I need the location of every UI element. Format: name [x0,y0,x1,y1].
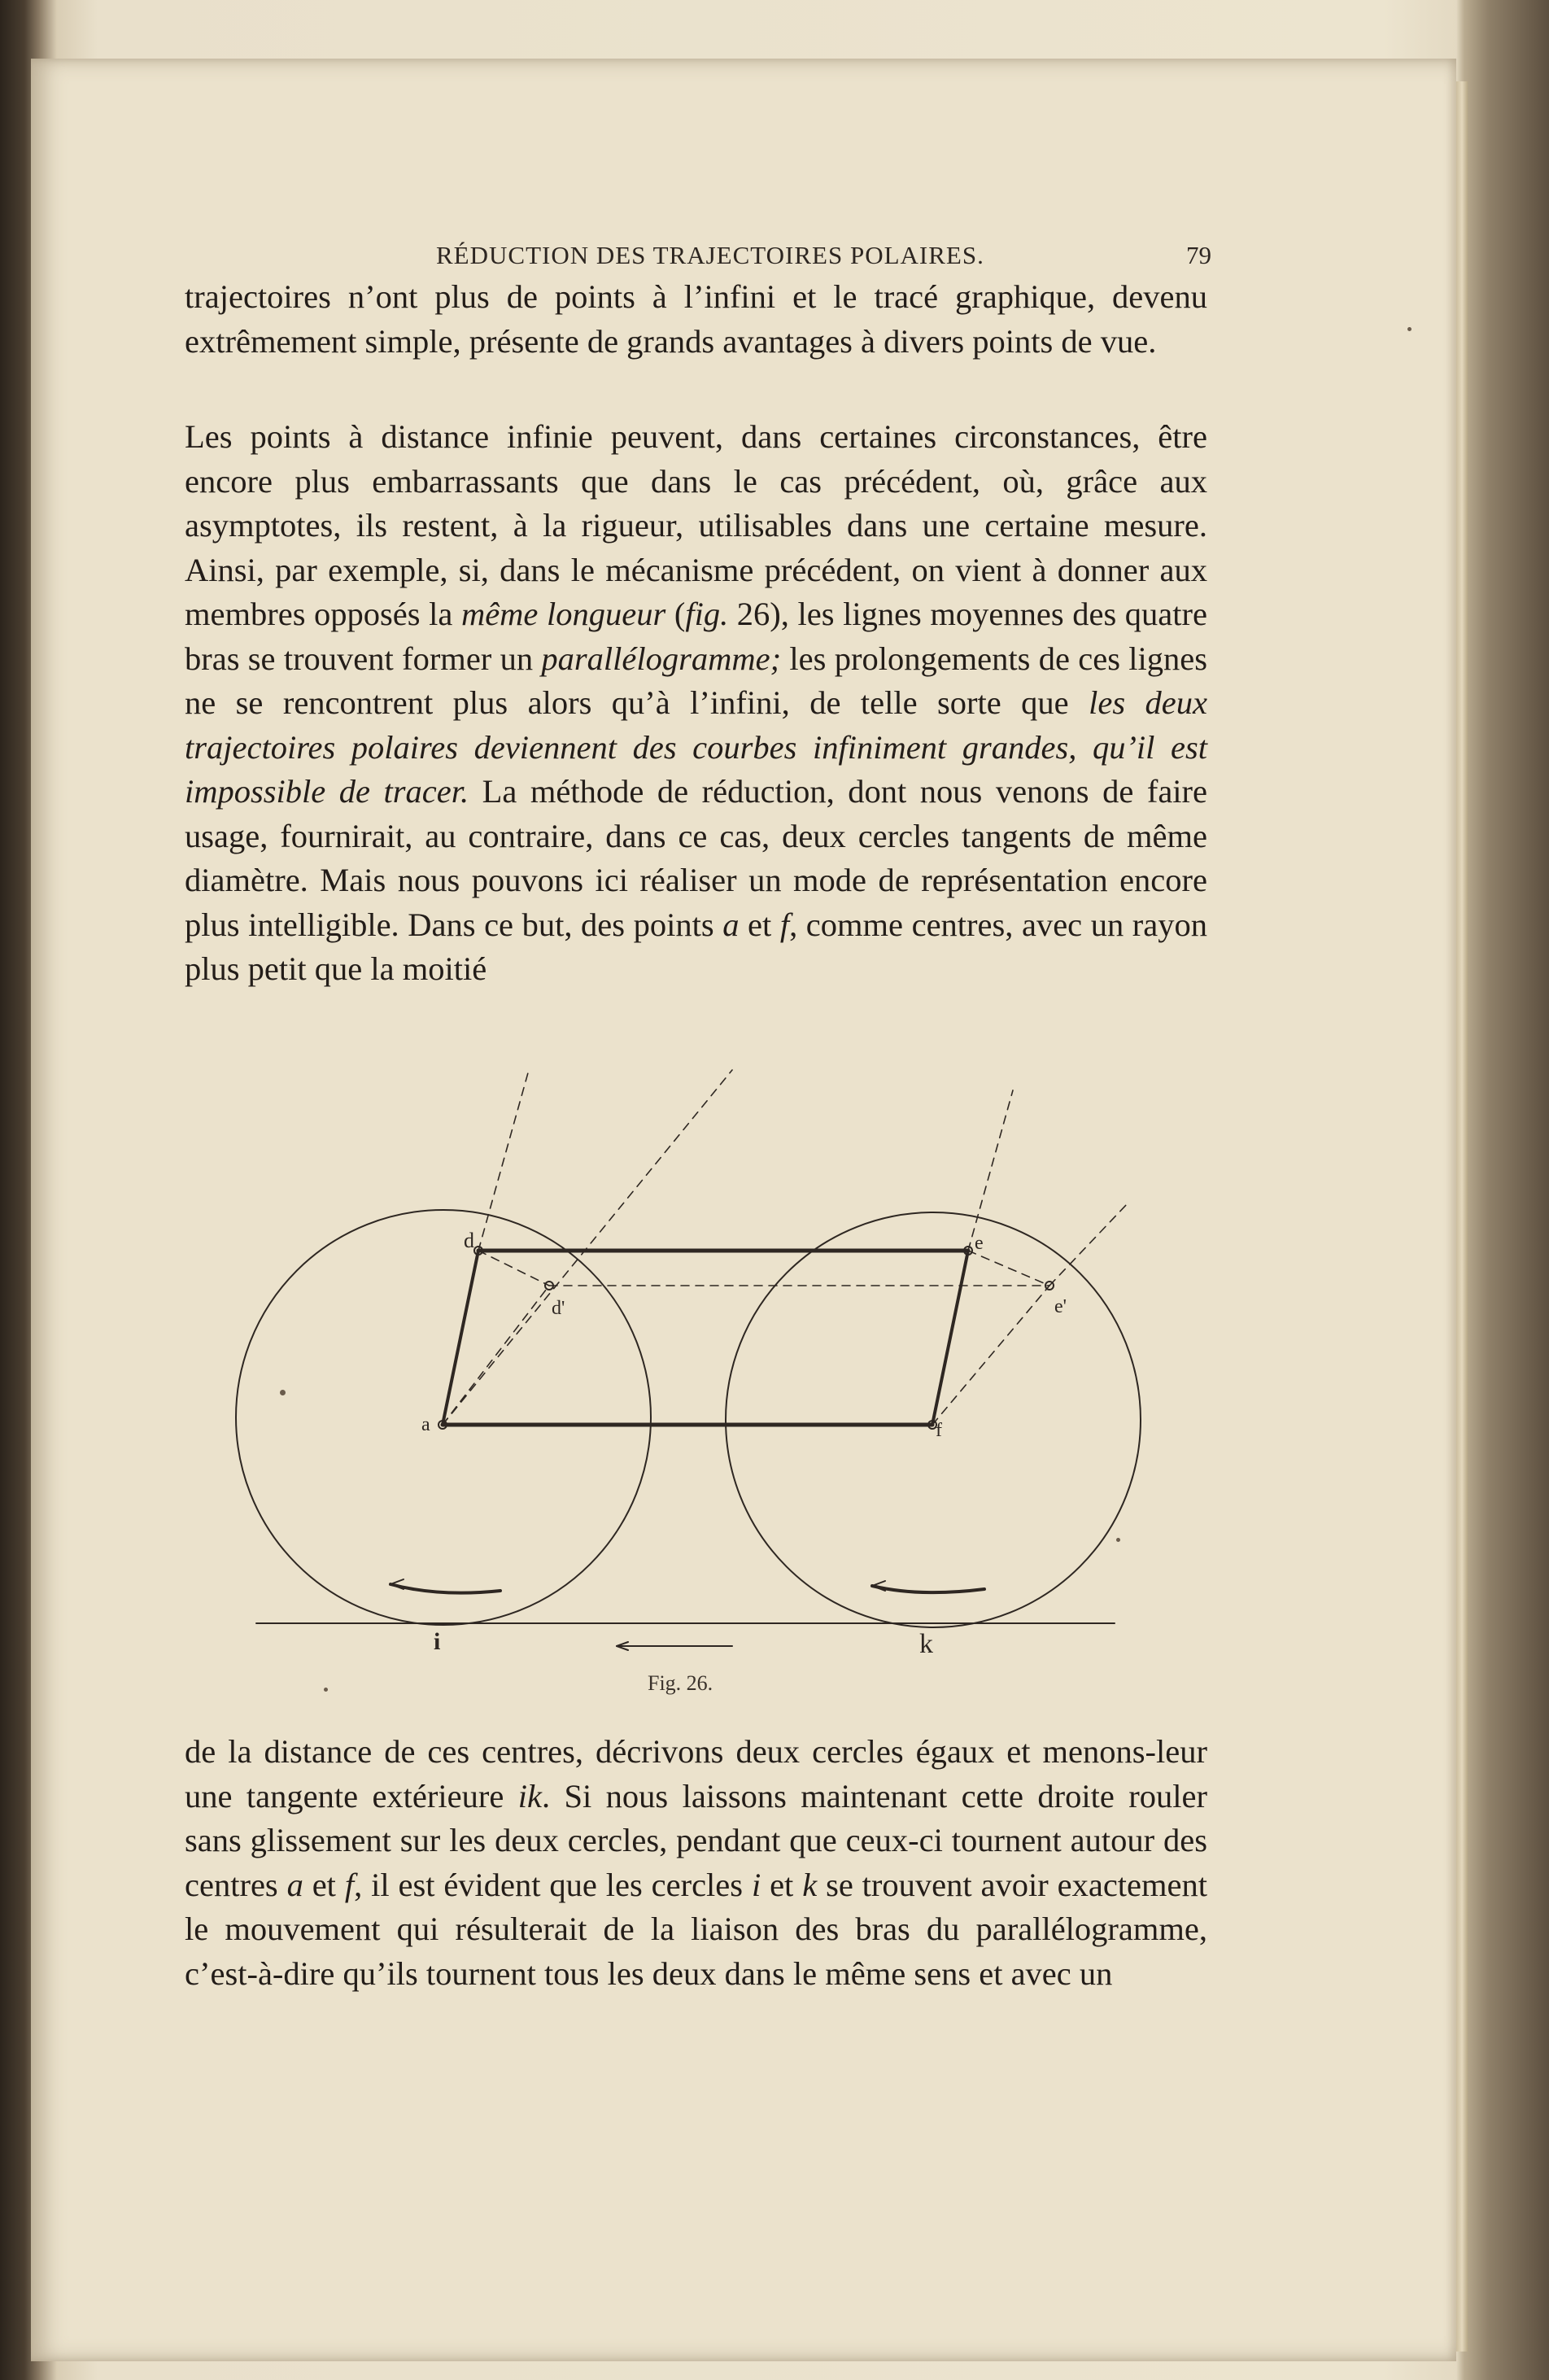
paper-speck [324,1688,328,1692]
text-run: se trouvent avoir exactement le mouvement qui résulterait de la liaison des bras du parallélogramme, c’est-à-dire qu’ils tournent tous les deux dans le même sens et avec un [185,1866,1208,1992]
paper-speck [280,1390,286,1395]
italic-run: f [344,1866,355,1903]
text-run: Les points à distance infinie peuvent, dans certaines circonstances, être encore plus embarrassants que dans le cas précédent, où, grâce aux asymptotes, ils restent, à la rigueur, utilisables dans une certaine mesure. Ainsi, par exemple, si, dans le mécanisme précédent, on vient à donner aux membres opposés la [185,418,1207,632]
running-header: RÉDUCTION DES TRAJECTOIRES POLAIRES. [436,241,984,269]
text-run: ( [665,596,686,632]
paragraph-2 [185,415,1207,992]
paper-speck [1407,327,1412,331]
label-d-prime: d' [552,1298,565,1319]
label-a: a [421,1414,430,1435]
italic-run: a [286,1866,303,1903]
italic-run: f [779,906,790,943]
rotation-arrow-k [872,1586,984,1592]
text-run: et [739,906,780,943]
text-run: La méthode de réduction, dont nous venons de faire usage, fournirait, au contraire, dans ce cas, deux cercles tangents de même diamètre. Mais nous pouvons ici réaliser un mode de représentation encore plus intelligible. Dans ce but, des points [185,773,1208,943]
text-run: les prolongements de ces lignes ne se rencontrent plus alors qu’à l’infini, de telle sorte que [185,640,1207,721]
label-e-prime: e' [1054,1296,1067,1317]
label-k: k [919,1629,933,1656]
italic-run: i [751,1866,761,1903]
text-run: 26), les lignes moyennes des quatre bras se trouvent former un [185,596,1207,677]
italic-run: les deux trajectoires polaires deviennent des courbes infiniment grandes, qu’il est impossible de tracer. [185,684,1207,810]
text-run: et [303,1866,345,1903]
text-run: , il est évident que les cercles [354,1866,752,1903]
label-d: d [464,1229,474,1252]
text-run: . Si nous laissons maintenant cette droite rouler sans glissement sur les deux cercles, pendant que ceux-ci tournent autour des centres [185,1777,1207,1903]
label-i: i [434,1628,441,1655]
page-number: 79 [1186,241,1211,269]
paper-speck [1116,1538,1120,1542]
paragraph-1 [185,275,1207,364]
page-edge-stack [1456,81,1468,2352]
italic-run: k [802,1866,818,1903]
bar-fe [932,1251,968,1425]
italic-run: ik [517,1777,542,1814]
italic-run: fig. [685,596,729,632]
italic-run: parallélogramme; [541,640,782,677]
italic-run: a [722,906,740,943]
bar-ad [443,1251,478,1425]
text-run: de la distance de ces centres, décrivons deux cercles égaux et menons-leur une tangente extérieure [185,1733,1207,1814]
label-e: e [975,1233,984,1254]
text-run: , comme centres, avec un rayon plus petit que la moitié [185,906,1208,987]
italic-run: même longueur [460,596,666,632]
paragraph-3 [185,1730,1207,1996]
text-run: et [761,1866,803,1903]
figure-caption: Fig. 26. [648,1671,713,1695]
rotation-arrow-i [391,1584,500,1593]
label-f: f [936,1420,942,1441]
figure-26-diagram [228,1054,1155,1656]
text-run: trajectoires n’ont plus de points à l’infini et le tracé graphique, devenu extrêmement simple, présente de grands avantages à divers points de vue. [185,278,1207,360]
